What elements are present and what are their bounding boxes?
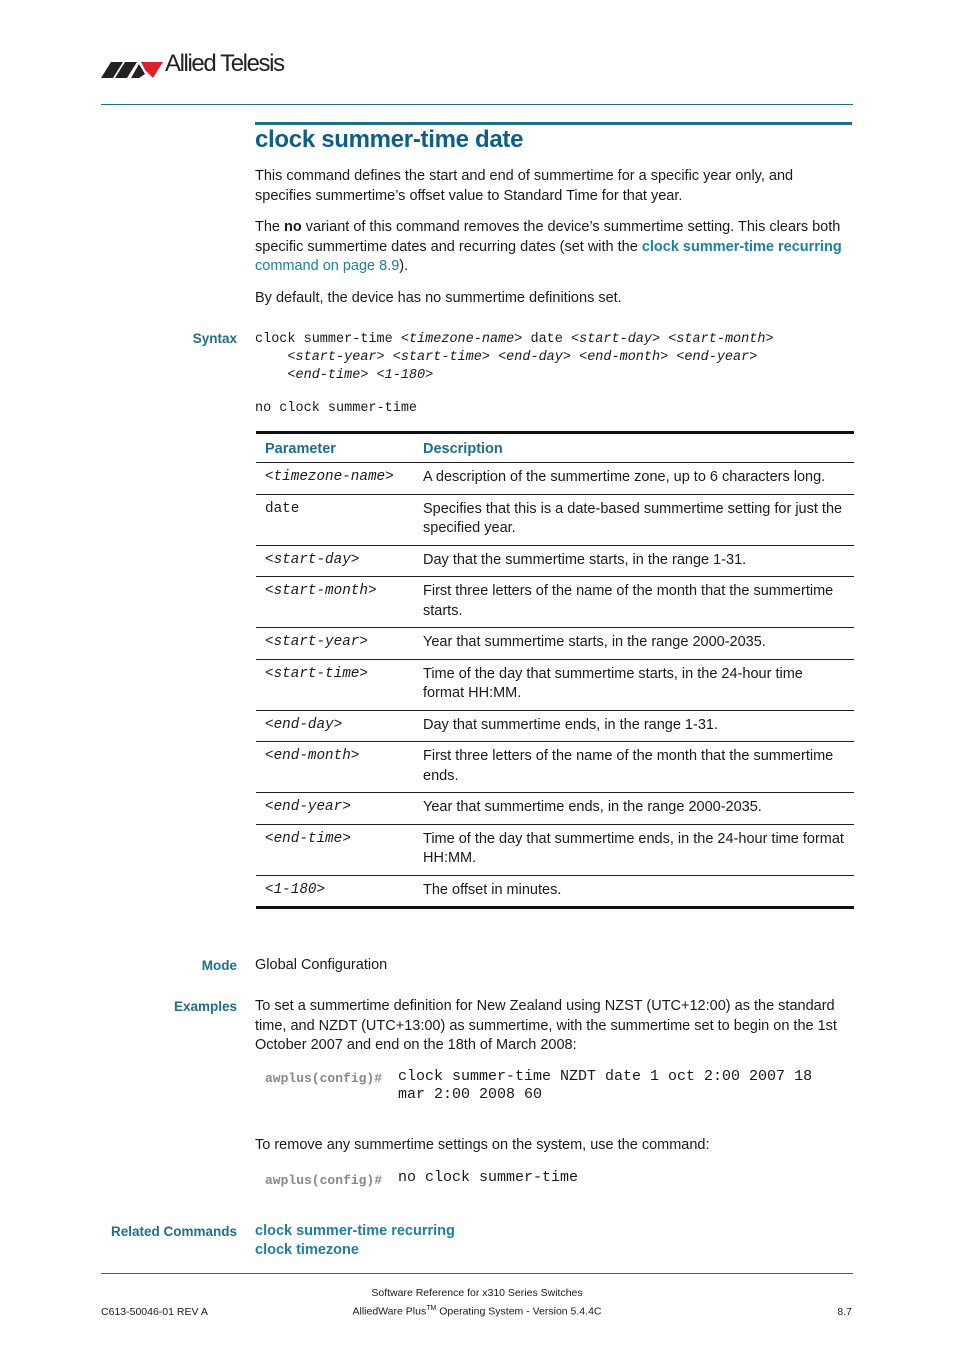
desc-cell: First three letters of the name of the month that the summertime starts. [414, 577, 854, 628]
example-command-1: clock summer-time NZDT date 1 oct 2:00 2007 18 mar 2:00 2008 60 [398, 1068, 813, 1103]
page-number: 8.7 [837, 1306, 852, 1318]
no-variant-paragraph: The no variant of this command removes the device’s summertime setting. This clears both specific summertime dates and recurring dates (set with the clock summer-time recurring command on page 8.9). [255, 219, 842, 274]
desc-cell: Year that summertime starts, in the range 2000-2035. [414, 628, 854, 660]
desc-cell: First three letters of the name of the month that the summertime ends. [414, 742, 854, 793]
mode-value: Global Configuration [255, 957, 388, 973]
recurring-command-link[interactable]: clock summer-time recurring command on page 8.9 [255, 238, 842, 274]
intro-paragraph: This command defines the start and end of summertime for a specific year only, and specifies summertime’s offset value to Standard Time for that year. [255, 168, 794, 204]
title-rule [255, 122, 852, 125]
syntax-label: Syntax [192, 331, 237, 346]
param-cell: date [256, 494, 414, 545]
param-cell: <start-time> [256, 659, 414, 710]
desc-cell: Day that summertime ends, in the range 1-31. [414, 710, 854, 742]
example-command-2: no clock summer-time [398, 1169, 579, 1186]
related-label: Related Commands [110, 1224, 237, 1239]
table-row [256, 463, 854, 495]
param-header: Parameter [256, 433, 414, 463]
desc-header: Description [414, 433, 854, 463]
table-row [256, 824, 854, 875]
mode-label: Mode [201, 958, 237, 973]
no-syntax: no clock summer-time [255, 401, 418, 416]
desc-cell: Year that summertime ends, in the range 2000-2035. [414, 793, 854, 825]
desc-cell: Time of the day that summertime starts, in the 24-hour time format HH:MM. [414, 659, 854, 710]
desc-cell: Day that the summertime starts, in the range 1-31. [414, 545, 854, 577]
parameter-table [256, 431, 854, 909]
table-row [256, 494, 854, 545]
param-cell: <end-time> [256, 824, 414, 875]
related-link-recurring[interactable]: clock summer-time recurring [255, 1223, 455, 1239]
related-link-timezone[interactable]: clock timezone [255, 1242, 359, 1258]
footer-os-line: AlliedWare Plus™ Operating System - Version 5.4.4C [352, 1305, 602, 1318]
company-logo [101, 50, 301, 80]
example-prompt-1: awplus(config)# [265, 1071, 383, 1086]
param-cell: <start-day> [256, 545, 414, 577]
table-row [256, 577, 854, 628]
example-description-2: To remove any summertime settings on the system, use the command: [255, 1137, 710, 1153]
param-cell: <start-month> [256, 577, 414, 628]
param-cell: <start-year> [256, 628, 414, 660]
param-cell: <timezone-name> [256, 463, 414, 495]
desc-cell: Specifies that this is a date-based summertime setting for just the specified year. [414, 494, 854, 545]
example-prompt-2: awplus(config)# [265, 1173, 383, 1188]
table-header-row [256, 433, 854, 463]
table-row [256, 659, 854, 710]
examples-label: Examples [173, 999, 237, 1014]
logo-mark-icon [101, 56, 163, 78]
logo-text: Allied Telesis [165, 50, 284, 77]
desc-cell: Time of the day that summertime ends, in the 24-hour time format HH:MM. [414, 824, 854, 875]
param-cell: <end-year> [256, 793, 414, 825]
related-commands [255, 1222, 455, 1260]
table-row [256, 545, 854, 577]
desc-cell: The offset in minutes. [414, 875, 854, 908]
default-paragraph: By default, the device has no summertime definitions set. [255, 290, 622, 306]
header-rule [101, 104, 853, 105]
table-row [256, 793, 854, 825]
table-row [256, 710, 854, 742]
footer-title: Software Reference for x310 Series Switches [371, 1287, 583, 1299]
page-title: clock summer-time date [255, 126, 524, 153]
footer-rule [101, 1273, 853, 1274]
param-cell: <1-180> [256, 875, 414, 908]
table-row [256, 742, 854, 793]
table-row [256, 628, 854, 660]
syntax-block: clock summer-time <timezone-name> date <start-day> <start-month> <start-year> <start-time> <end-day> <end-month> <end-year> <end-time> <1-180> [255, 332, 774, 383]
desc-cell: A description of the summertime zone, up to 6 characters long. [414, 463, 854, 495]
param-cell: <end-day> [256, 710, 414, 742]
table-row [256, 875, 854, 908]
example-description-1: To set a summertime definition for New Zealand using NZST (UTC+12:00) as the standard time, and NZDT (UTC+13:00) as summertime, with the summertime set to begin on the 1st October 2007 and end on the 18th of March 2008: [255, 998, 837, 1053]
param-cell: <end-month> [256, 742, 414, 793]
footer-doc-id: C613-50046-01 REV A [101, 1306, 208, 1318]
